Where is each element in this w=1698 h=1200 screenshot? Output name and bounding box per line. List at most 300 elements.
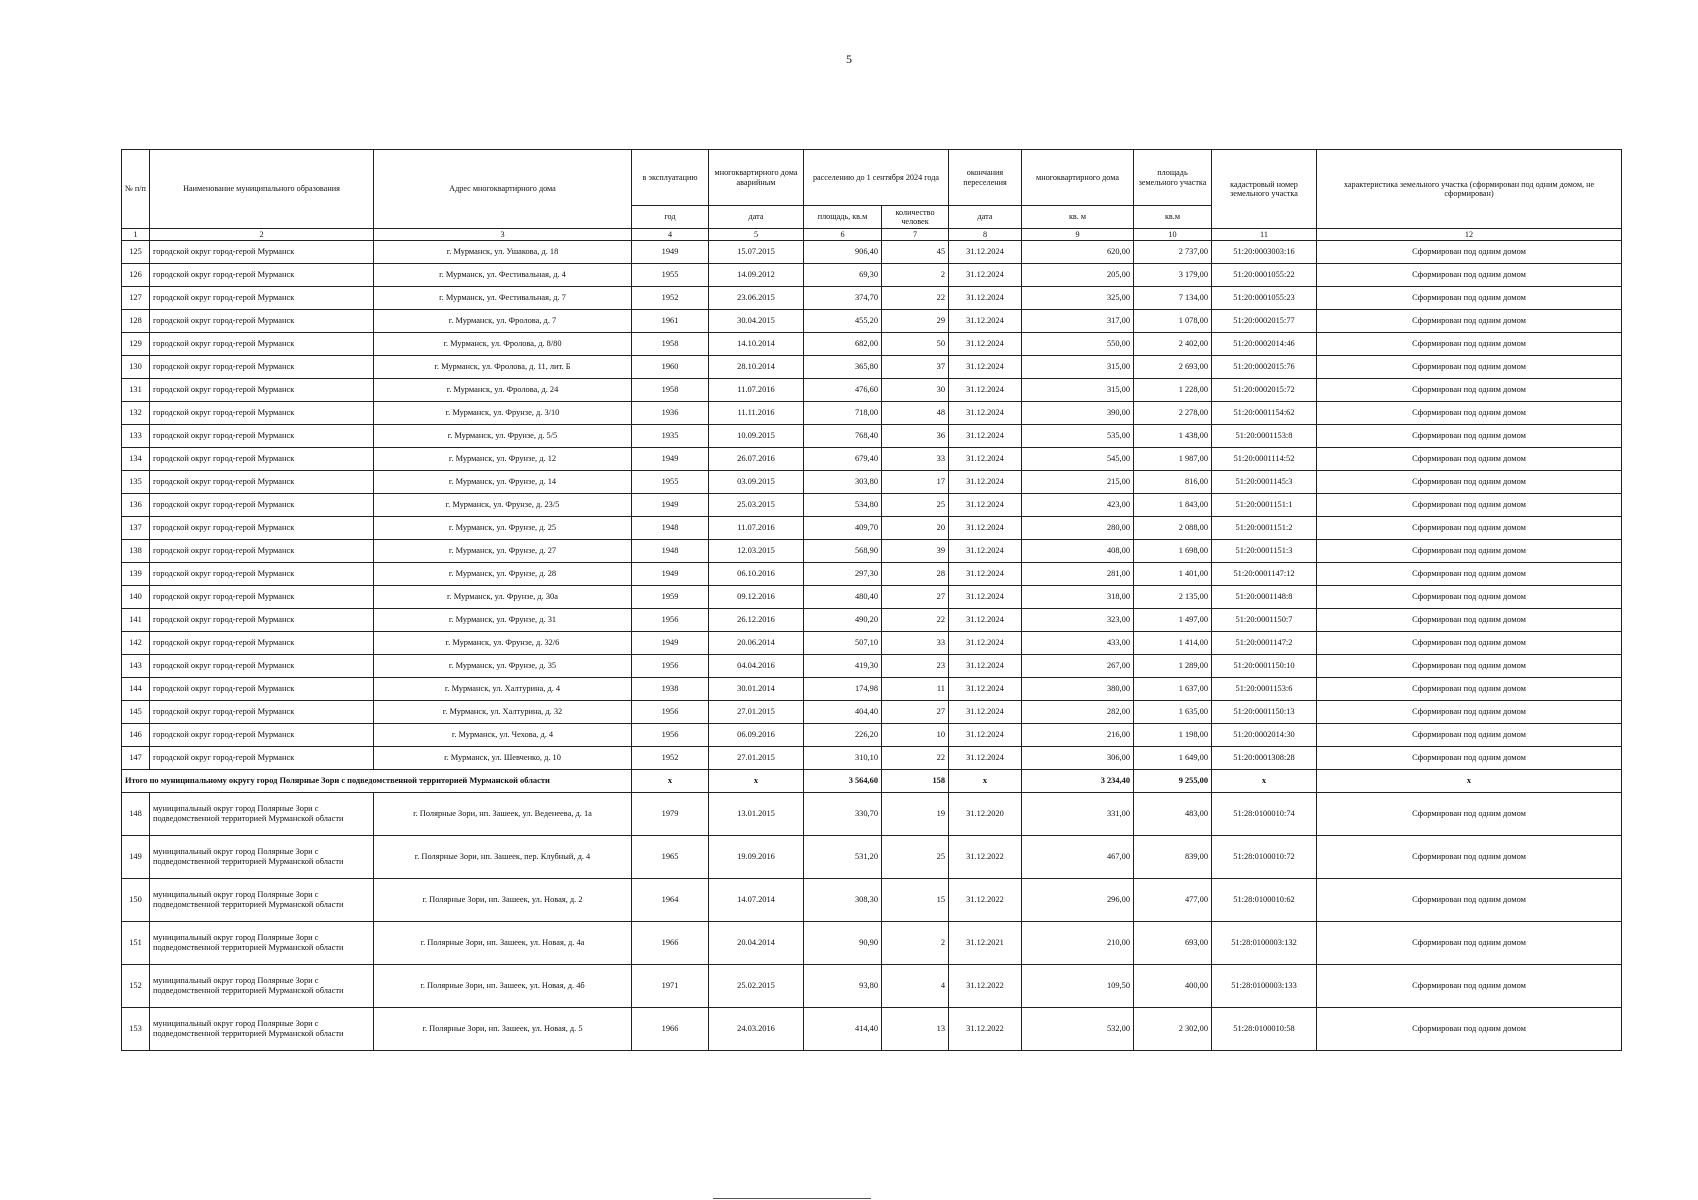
land-area-cell: 2 693,00 (1134, 356, 1212, 379)
table-row (122, 379, 1622, 402)
end-date-cell: 31.12.2024 (949, 540, 1022, 563)
row-number-cell: 135 (122, 471, 150, 494)
emergency-date-cell: 20.06.2014 (709, 632, 804, 655)
table-row (122, 402, 1622, 425)
address-cell: г. Мурманск, ул. Фрунзе, д. 31 (374, 609, 632, 632)
column-number: 7 (882, 229, 949, 241)
municipality-cell: городской округ город-герой Мурманск (150, 448, 374, 471)
cadastral-number-cell: 51:20:0001151:1 (1212, 494, 1317, 517)
land-characteristic-cell: Сформирован под одним домом (1317, 1008, 1622, 1051)
header-municipality: Наименование муниципального образования (150, 150, 374, 229)
land-characteristic-cell: Сформирован под одним домом (1317, 425, 1622, 448)
house-area-cell: 280,00 (1022, 517, 1134, 540)
end-date-cell: 31.12.2024 (949, 379, 1022, 402)
total-c5-cell: х (709, 770, 804, 793)
row-number-cell: 139 (122, 563, 150, 586)
table-row (122, 678, 1622, 701)
end-date-cell: 31.12.2024 (949, 586, 1022, 609)
emergency-date-cell: 20.04.2014 (709, 922, 804, 965)
row-number-cell: 130 (122, 356, 150, 379)
land-characteristic-cell: Сформирован под одним домом (1317, 563, 1622, 586)
area-cell: 419,30 (804, 655, 882, 678)
column-number: 5 (709, 229, 804, 241)
area-cell: 490,20 (804, 609, 882, 632)
cadastral-number-cell: 51:20:0001114:52 (1212, 448, 1317, 471)
end-date-cell: 31.12.2024 (949, 655, 1022, 678)
house-area-cell: 380,00 (1022, 678, 1134, 701)
total-c12-cell: х (1317, 770, 1622, 793)
house-area-cell: 433,00 (1022, 632, 1134, 655)
year-cell: 1966 (632, 1008, 709, 1051)
people-cell: 29 (882, 310, 949, 333)
address-cell: г. Мурманск, ул. Шевченко, д. 10 (374, 747, 632, 770)
emergency-date-cell: 24.03.2016 (709, 1008, 804, 1051)
emergency-date-cell: 10.09.2015 (709, 425, 804, 448)
land-area-cell: 2 737,00 (1134, 241, 1212, 264)
year-cell: 1979 (632, 793, 709, 836)
table-row (122, 448, 1622, 471)
house-area-cell: 306,00 (1022, 747, 1134, 770)
municipality-cell: городской округ город-герой Мурманск (150, 609, 374, 632)
land-area-cell: 477,00 (1134, 879, 1212, 922)
end-date-cell: 31.12.2020 (949, 793, 1022, 836)
row-number-cell: 144 (122, 678, 150, 701)
end-date-cell: 31.12.2024 (949, 287, 1022, 310)
land-characteristic-cell: Сформирован под одним домом (1317, 655, 1622, 678)
cadastral-number-cell: 51:20:0001150:10 (1212, 655, 1317, 678)
area-cell: 768,40 (804, 425, 882, 448)
row-number-cell: 126 (122, 264, 150, 287)
land-characteristic-cell: Сформирован под одним домом (1317, 747, 1622, 770)
land-area-cell: 1 649,00 (1134, 747, 1212, 770)
people-cell: 19 (882, 793, 949, 836)
cadastral-number-cell: 51:20:0001150:7 (1212, 609, 1317, 632)
land-characteristic-cell: Сформирован под одним домом (1317, 356, 1622, 379)
cadastral-number-cell: 51:20:0003003:16 (1212, 241, 1317, 264)
year-cell: 1935 (632, 425, 709, 448)
municipality-cell: городской округ город-герой Мурманск (150, 333, 374, 356)
people-cell: 39 (882, 540, 949, 563)
land-area-cell: 693,00 (1134, 922, 1212, 965)
year-cell: 1965 (632, 836, 709, 879)
table-row (122, 922, 1622, 965)
column-number: 4 (632, 229, 709, 241)
year-cell: 1958 (632, 379, 709, 402)
end-date-cell: 31.12.2024 (949, 724, 1022, 747)
area-cell: 226,20 (804, 724, 882, 747)
people-cell: 15 (882, 879, 949, 922)
address-cell: г. Мурманск, ул. Фрунзе, д. 28 (374, 563, 632, 586)
emergency-date-cell: 27.01.2015 (709, 701, 804, 724)
cadastral-number-cell: 51:20:0001153:6 (1212, 678, 1317, 701)
municipality-cell: городской округ город-герой Мурманск (150, 494, 374, 517)
land-area-cell: 839,00 (1134, 836, 1212, 879)
table-row (122, 425, 1622, 448)
emergency-date-cell: 30.04.2015 (709, 310, 804, 333)
address-cell: г. Мурманск, ул. Фролова, д. 8/80 (374, 333, 632, 356)
year-cell: 1966 (632, 922, 709, 965)
area-cell: 69,30 (804, 264, 882, 287)
house-area-cell: 467,00 (1022, 836, 1134, 879)
land-characteristic-cell: Сформирован под одним домом (1317, 965, 1622, 1008)
row-number-cell: 147 (122, 747, 150, 770)
municipality-cell: городской округ город-герой Мурманск (150, 356, 374, 379)
cadastral-number-cell: 51:20:0001153:8 (1212, 425, 1317, 448)
end-date-cell: 31.12.2024 (949, 356, 1022, 379)
row-number-cell: 138 (122, 540, 150, 563)
table-row (122, 586, 1622, 609)
municipality-cell: муниципальный округ город Полярные Зори с подведомственной территорией Мурманской области (150, 793, 374, 836)
house-area-cell: 620,00 (1022, 241, 1134, 264)
area-cell: 480,40 (804, 586, 882, 609)
municipality-cell: городской округ город-герой Мурманск (150, 402, 374, 425)
area-cell: 476,60 (804, 379, 882, 402)
people-cell: 22 (882, 747, 949, 770)
table-row (122, 563, 1622, 586)
land-area-cell: 2 302,00 (1134, 1008, 1212, 1051)
house-area-cell: 331,00 (1022, 793, 1134, 836)
header-land-characteristic: характеристика земельного участка (сформирован под одним домом, не сформирован) (1317, 150, 1622, 229)
municipality-cell: городской округ город-герой Мурманск (150, 287, 374, 310)
address-cell: г. Полярные Зори, нп. Зашеек, ул. Новая, д. 5 (374, 1008, 632, 1051)
row-number-cell: 133 (122, 425, 150, 448)
area-cell: 174,98 (804, 678, 882, 701)
row-number-cell: 153 (122, 1008, 150, 1051)
year-cell: 1952 (632, 287, 709, 310)
land-area-cell: 2 278,00 (1134, 402, 1212, 425)
row-number-cell: 146 (122, 724, 150, 747)
land-characteristic-cell: Сформирован под одним домом (1317, 586, 1622, 609)
area-cell: 568,90 (804, 540, 882, 563)
house-area-cell: 318,00 (1022, 586, 1134, 609)
land-characteristic-cell: Сформирован под одним домом (1317, 540, 1622, 563)
address-cell: г. Мурманск, ул. Фрунзе, д. 27 (374, 540, 632, 563)
people-cell: 27 (882, 586, 949, 609)
house-area-cell: 282,00 (1022, 701, 1134, 724)
people-cell: 48 (882, 402, 949, 425)
land-area-cell: 1 289,00 (1134, 655, 1212, 678)
total-c10-cell: 9 255,00 (1134, 770, 1212, 793)
address-cell: г. Полярные Зори, нп. Зашеек, ул. Новая, д. 4а (374, 922, 632, 965)
year-cell: 1948 (632, 540, 709, 563)
area-cell: 531,20 (804, 836, 882, 879)
people-cell: 13 (882, 1008, 949, 1051)
year-cell: 1971 (632, 965, 709, 1008)
cadastral-number-cell: 51:28:0100010:72 (1212, 836, 1317, 879)
people-cell: 22 (882, 609, 949, 632)
people-cell: 45 (882, 241, 949, 264)
table-row (122, 609, 1622, 632)
area-cell: 297,30 (804, 563, 882, 586)
end-date-cell: 31.12.2024 (949, 494, 1022, 517)
address-cell: г. Полярные Зори, нп. Зашеек, ул. Новая, д. 4б (374, 965, 632, 1008)
cadastral-number-cell: 51:28:0100003:132 (1212, 922, 1317, 965)
table-row (122, 724, 1622, 747)
address-cell: г. Мурманск, ул. Фрунзе, д. 3/10 (374, 402, 632, 425)
year-cell: 1955 (632, 471, 709, 494)
address-cell: г. Мурманск, ул. Фрунзе, д. 23/5 (374, 494, 632, 517)
house-area-cell: 296,00 (1022, 879, 1134, 922)
people-cell: 22 (882, 287, 949, 310)
house-area-cell: 267,00 (1022, 655, 1134, 678)
house-area-cell: 390,00 (1022, 402, 1134, 425)
land-area-cell: 1 637,00 (1134, 678, 1212, 701)
total-row (122, 770, 1622, 793)
end-date-cell: 31.12.2021 (949, 922, 1022, 965)
housing-table (121, 149, 1622, 1051)
cadastral-number-cell: 51:20:0001308:28 (1212, 747, 1317, 770)
end-date-cell: 31.12.2024 (949, 517, 1022, 540)
cadastral-number-cell: 51:20:0002015:77 (1212, 310, 1317, 333)
land-area-cell: 1 438,00 (1134, 425, 1212, 448)
area-cell: 682,00 (804, 333, 882, 356)
year-cell: 1956 (632, 609, 709, 632)
table-row (122, 632, 1622, 655)
end-date-cell: 31.12.2022 (949, 836, 1022, 879)
area-cell: 718,00 (804, 402, 882, 425)
row-number-cell: 145 (122, 701, 150, 724)
year-cell: 1949 (632, 563, 709, 586)
row-number-cell: 149 (122, 836, 150, 879)
table-row (122, 287, 1622, 310)
year-cell: 1948 (632, 517, 709, 540)
table-row (122, 517, 1622, 540)
municipality-cell: городской округ город-герой Мурманск (150, 471, 374, 494)
header-address: Адрес многоквартирного дома (374, 150, 632, 229)
year-cell: 1956 (632, 655, 709, 678)
address-cell: г. Мурманск, ул. Фрунзе, д. 14 (374, 471, 632, 494)
house-area-cell: 215,00 (1022, 471, 1134, 494)
header-number: № п/п (122, 150, 150, 229)
land-characteristic-cell: Сформирован под одним домом (1317, 471, 1622, 494)
land-area-cell: 816,00 (1134, 471, 1212, 494)
land-area-cell: 2 135,00 (1134, 586, 1212, 609)
table-row (122, 540, 1622, 563)
total-c6-cell: 3 564,60 (804, 770, 882, 793)
municipality-cell: муниципальный округ город Полярные Зори с подведомственной территорией Мурманской области (150, 836, 374, 879)
people-cell: 4 (882, 965, 949, 1008)
municipality-cell: городской округ город-герой Мурманск (150, 586, 374, 609)
emergency-date-cell: 27.01.2015 (709, 747, 804, 770)
total-c4-cell: х (632, 770, 709, 793)
year-cell: 1936 (632, 402, 709, 425)
cadastral-number-cell: 51:20:0002014:46 (1212, 333, 1317, 356)
year-cell: 1949 (632, 241, 709, 264)
total-c11-cell: х (1212, 770, 1317, 793)
header-commissioning: в эксплуатацию (632, 150, 709, 206)
area-cell: 534,80 (804, 494, 882, 517)
land-characteristic-cell: Сформирован под одним домом (1317, 678, 1622, 701)
row-number-cell: 137 (122, 517, 150, 540)
row-number-cell: 128 (122, 310, 150, 333)
land-characteristic-cell: Сформирован под одним домом (1317, 836, 1622, 879)
end-date-cell: 31.12.2022 (949, 965, 1022, 1008)
land-characteristic-cell: Сформирован под одним домом (1317, 241, 1622, 264)
year-cell: 1964 (632, 879, 709, 922)
people-cell: 10 (882, 724, 949, 747)
area-cell: 906,40 (804, 241, 882, 264)
land-characteristic-cell: Сформирован под одним домом (1317, 379, 1622, 402)
end-date-cell: 31.12.2024 (949, 448, 1022, 471)
row-number-cell: 142 (122, 632, 150, 655)
address-cell: г. Мурманск, ул. Фрунзе, д. 35 (374, 655, 632, 678)
emergency-date-cell: 26.07.2016 (709, 448, 804, 471)
total-label: Итого по муниципальному округу город Полярные Зори с подведомственной территорией Мурманской области (122, 770, 632, 793)
resettlement-table-sheet (121, 149, 1601, 1051)
row-number-cell: 125 (122, 241, 150, 264)
row-number-cell: 129 (122, 333, 150, 356)
column-number: 3 (374, 229, 632, 241)
municipality-cell: городской округ город-герой Мурманск (150, 655, 374, 678)
people-cell: 25 (882, 494, 949, 517)
emergency-date-cell: 15.07.2015 (709, 241, 804, 264)
land-area-cell: 1 497,00 (1134, 609, 1212, 632)
area-cell: 374,70 (804, 287, 882, 310)
house-area-cell: 408,00 (1022, 540, 1134, 563)
municipality-cell: городской округ город-герой Мурманск (150, 540, 374, 563)
land-area-cell: 1 228,00 (1134, 379, 1212, 402)
year-cell: 1959 (632, 586, 709, 609)
end-date-cell: 31.12.2024 (949, 402, 1022, 425)
year-cell: 1956 (632, 701, 709, 724)
people-cell: 2 (882, 264, 949, 287)
municipality-cell: городской округ город-герой Мурманск (150, 701, 374, 724)
cadastral-number-cell: 51:28:0100010:58 (1212, 1008, 1317, 1051)
address-cell: г. Мурманск, ул. Фрунзе, д. 30а (374, 586, 632, 609)
end-date-cell: 31.12.2024 (949, 471, 1022, 494)
municipality-cell: городской округ город-герой Мурманск (150, 310, 374, 333)
address-cell: г. Мурманск, ул. Фестивальная, д. 7 (374, 287, 632, 310)
emergency-date-cell: 19.09.2016 (709, 836, 804, 879)
end-date-cell: 31.12.2024 (949, 609, 1022, 632)
cadastral-number-cell: 51:20:0002015:76 (1212, 356, 1317, 379)
emergency-date-cell: 14.07.2014 (709, 879, 804, 922)
subheader-area: площадь, кв.м (804, 206, 882, 229)
column-number: 1 (122, 229, 150, 241)
area-cell: 414,40 (804, 1008, 882, 1051)
people-cell: 36 (882, 425, 949, 448)
table-row (122, 793, 1622, 836)
row-number-cell: 148 (122, 793, 150, 836)
end-date-cell: 31.12.2024 (949, 425, 1022, 448)
table-row (122, 701, 1622, 724)
row-number-cell: 134 (122, 448, 150, 471)
emergency-date-cell: 06.10.2016 (709, 563, 804, 586)
column-number: 10 (1134, 229, 1212, 241)
land-area-cell: 1 843,00 (1134, 494, 1212, 517)
table-row (122, 1008, 1622, 1051)
emergency-date-cell: 14.09.2012 (709, 264, 804, 287)
municipality-cell: городской округ город-герой Мурманск (150, 264, 374, 287)
land-area-cell: 1 987,00 (1134, 448, 1212, 471)
year-cell: 1938 (632, 678, 709, 701)
house-area-cell: 535,00 (1022, 425, 1134, 448)
land-characteristic-cell: Сформирован под одним домом (1317, 402, 1622, 425)
header-land-area: площадь земельного участка (1134, 150, 1212, 206)
end-date-cell: 31.12.2024 (949, 310, 1022, 333)
emergency-date-cell: 14.10.2014 (709, 333, 804, 356)
area-cell: 310,10 (804, 747, 882, 770)
land-area-cell: 1 198,00 (1134, 724, 1212, 747)
column-number: 2 (150, 229, 374, 241)
emergency-date-cell: 11.07.2016 (709, 517, 804, 540)
emergency-date-cell: 11.07.2016 (709, 379, 804, 402)
row-number-cell: 132 (122, 402, 150, 425)
land-area-cell: 7 134,00 (1134, 287, 1212, 310)
address-cell: г. Мурманск, ул. Фестивальная, д. 4 (374, 264, 632, 287)
land-characteristic-cell: Сформирован под одним домом (1317, 517, 1622, 540)
footer-rule (713, 1198, 871, 1199)
people-cell: 28 (882, 563, 949, 586)
area-cell: 90,90 (804, 922, 882, 965)
people-cell: 30 (882, 379, 949, 402)
subheader-sqm: кв. м (1022, 206, 1134, 229)
house-area-cell: 545,00 (1022, 448, 1134, 471)
subheader-year: год (632, 206, 709, 229)
cadastral-number-cell: 51:28:0100010:74 (1212, 793, 1317, 836)
cadastral-number-cell: 51:20:0001147:12 (1212, 563, 1317, 586)
table-body (122, 241, 1622, 1051)
area-cell: 679,40 (804, 448, 882, 471)
row-number-cell: 150 (122, 879, 150, 922)
house-area-cell: 205,00 (1022, 264, 1134, 287)
subheader-people: количество человек (882, 206, 949, 229)
cadastral-number-cell: 51:20:0001147:2 (1212, 632, 1317, 655)
land-characteristic-cell: Сформирован под одним домом (1317, 609, 1622, 632)
table-row (122, 310, 1622, 333)
header-row (122, 150, 1622, 206)
people-cell: 2 (882, 922, 949, 965)
table-row (122, 241, 1622, 264)
emergency-date-cell: 25.02.2015 (709, 965, 804, 1008)
land-characteristic-cell: Сформирован под одним домом (1317, 724, 1622, 747)
table-row (122, 747, 1622, 770)
table-row (122, 356, 1622, 379)
column-number: 8 (949, 229, 1022, 241)
address-cell: г. Мурманск, ул. Фрунзе, д. 25 (374, 517, 632, 540)
area-cell: 365,80 (804, 356, 882, 379)
land-area-cell: 2 402,00 (1134, 333, 1212, 356)
cadastral-number-cell: 51:20:0001151:3 (1212, 540, 1317, 563)
people-cell: 33 (882, 448, 949, 471)
end-date-cell: 31.12.2022 (949, 1008, 1022, 1051)
address-cell: г. Мурманск, ул. Халтурина, д. 32 (374, 701, 632, 724)
column-number: 6 (804, 229, 882, 241)
end-date-cell: 31.12.2024 (949, 678, 1022, 701)
address-cell: г. Мурманск, ул. Фрунзе, д. 32/6 (374, 632, 632, 655)
year-cell: 1949 (632, 632, 709, 655)
cadastral-number-cell: 51:28:0100003:133 (1212, 965, 1317, 1008)
area-cell: 455,20 (804, 310, 882, 333)
cadastral-number-cell: 51:20:0001148:8 (1212, 586, 1317, 609)
header-emergency-date: многоквартирного дома аварийным (709, 150, 804, 206)
emergency-date-cell: 28.10.2014 (709, 356, 804, 379)
address-cell: г. Мурманск, ул. Фролова, д. 7 (374, 310, 632, 333)
cadastral-number-cell: 51:28:0100010:62 (1212, 879, 1317, 922)
people-cell: 37 (882, 356, 949, 379)
people-cell: 27 (882, 701, 949, 724)
land-characteristic-cell: Сформирован под одним домом (1317, 494, 1622, 517)
municipality-cell: городской округ город-герой Мурманск (150, 724, 374, 747)
house-area-cell: 216,00 (1022, 724, 1134, 747)
municipality-cell: муниципальный округ город Полярные Зори с подведомственной территорией Мурманской области (150, 1008, 374, 1051)
house-area-cell: 210,00 (1022, 922, 1134, 965)
cadastral-number-cell: 51:20:0001154:62 (1212, 402, 1317, 425)
land-area-cell: 1 401,00 (1134, 563, 1212, 586)
area-cell: 93,80 (804, 965, 882, 1008)
column-number-row (122, 229, 1622, 241)
emergency-date-cell: 09.12.2016 (709, 586, 804, 609)
